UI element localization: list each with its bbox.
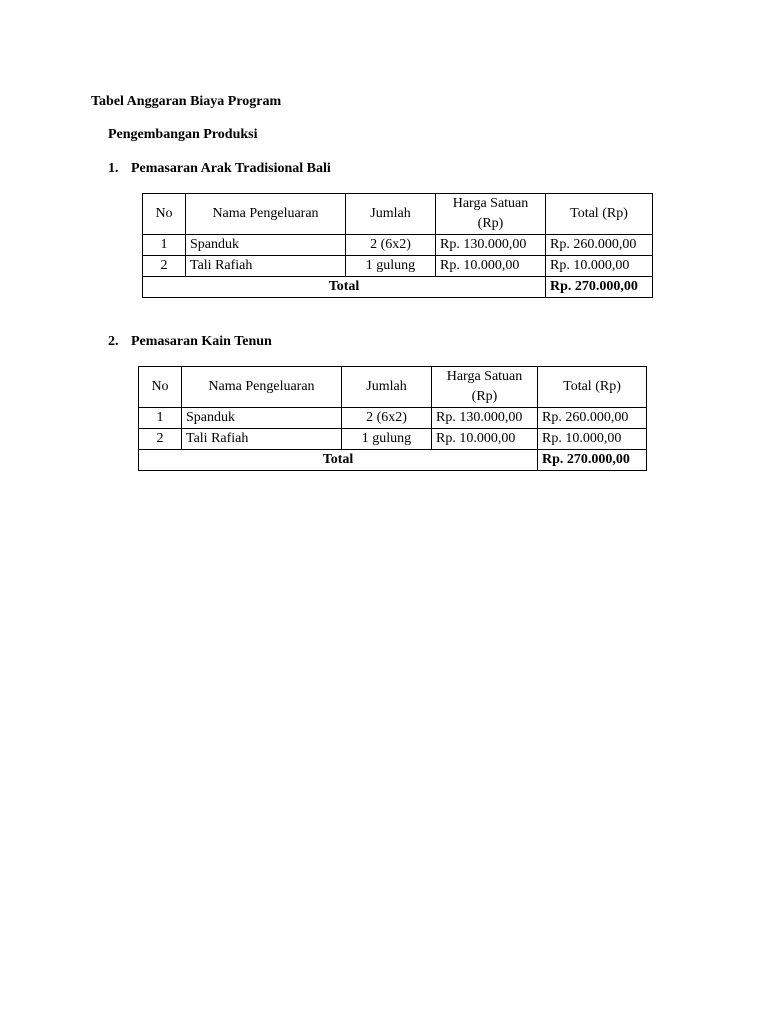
total-value: Rp. 270.000,00 <box>546 277 653 298</box>
document-subtitle: Pengembangan Produksi <box>108 127 258 142</box>
cell-qty: 1 gulung <box>346 256 436 277</box>
section-title: Pemasaran Kain Tenun <box>131 334 272 349</box>
total-value: Rp. 270.000,00 <box>538 450 647 471</box>
cell-unit-price: Rp. 130.000,00 <box>436 235 546 256</box>
cell-unit-price: Rp. 10.000,00 <box>432 429 538 450</box>
table-row <box>143 256 653 277</box>
section-heading-1 <box>108 160 331 178</box>
table-header-row <box>143 194 653 235</box>
section-number: 1. <box>108 161 119 176</box>
column-header-qty: Jumlah <box>342 367 432 408</box>
column-header-name: Nama Pengeluaran <box>182 367 342 408</box>
cell-qty: 2 (6x2) <box>346 235 436 256</box>
column-header-no: No <box>139 367 182 408</box>
table-row <box>139 429 647 450</box>
cell-qty: 2 (6x2) <box>342 408 432 429</box>
column-header-total: Total (Rp) <box>538 367 647 408</box>
column-header-qty: Jumlah <box>346 194 436 235</box>
table-row <box>143 235 653 256</box>
budget-table-1 <box>142 193 653 298</box>
cell-no: 2 <box>139 429 182 450</box>
section-number: 2. <box>108 334 119 349</box>
cell-total: Rp. 260.000,00 <box>538 408 647 429</box>
table-header-row <box>139 367 647 408</box>
cell-no: 1 <box>139 408 182 429</box>
cell-name: Tali Rafiah <box>182 429 342 450</box>
cell-name: Spanduk <box>186 235 346 256</box>
cell-name: Tali Rafiah <box>186 256 346 277</box>
cell-unit-price: Rp. 10.000,00 <box>436 256 546 277</box>
cell-total: Rp. 10.000,00 <box>546 256 653 277</box>
column-header-unit-price: Harga Satuan (Rp) <box>432 367 538 408</box>
cell-total: Rp. 260.000,00 <box>546 235 653 256</box>
cell-name: Spanduk <box>182 408 342 429</box>
column-header-total: Total (Rp) <box>546 194 653 235</box>
cell-no: 2 <box>143 256 186 277</box>
document-title: Tabel Anggaran Biaya Program <box>91 94 282 109</box>
section-title: Pemasaran Arak Tradisional Bali <box>131 161 331 176</box>
cell-qty: 1 gulung <box>342 429 432 450</box>
total-label: Total <box>139 450 538 471</box>
table-total-row <box>139 450 647 471</box>
total-label: Total <box>143 277 546 298</box>
table-total-row <box>143 277 653 298</box>
column-header-no: No <box>143 194 186 235</box>
cell-total: Rp. 10.000,00 <box>538 429 647 450</box>
cell-no: 1 <box>143 235 186 256</box>
table-row <box>139 408 647 429</box>
column-header-name: Nama Pengeluaran <box>186 194 346 235</box>
column-header-unit-price: Harga Satuan (Rp) <box>436 194 546 235</box>
cell-unit-price: Rp. 130.000,00 <box>432 408 538 429</box>
section-heading-2 <box>108 333 272 351</box>
budget-table-2 <box>138 366 647 471</box>
